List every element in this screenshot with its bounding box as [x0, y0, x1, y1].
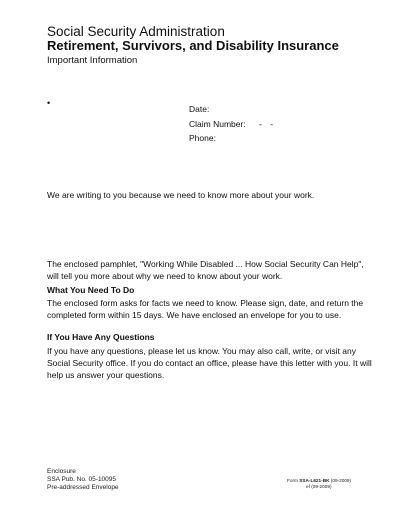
letter-fields	[189, 102, 277, 146]
letter-subtitle: Important Information	[47, 55, 138, 66]
agency-name: Social Security Administration	[47, 24, 225, 39]
date-label: Date:	[189, 104, 210, 114]
enclosure-label: Enclosure	[47, 468, 76, 475]
intro-paragraph: We are writing to you because we need to know more about your work.	[47, 190, 315, 200]
claim-number-marks: - -	[259, 118, 277, 129]
pamphlet-paragraph: The enclosed pamphlet, "Working While Disabled ... How Social Security Can Help", will tell you more about why we need to know about your work.	[47, 259, 364, 281]
form-date: (09-2009)	[329, 478, 352, 483]
what-to-do-heading: What You Need To Do	[47, 285, 135, 295]
phone-label: Phone:	[189, 133, 216, 143]
claim-number-label: Claim Number:	[189, 118, 246, 129]
envelope-note: Pre-addressed Envelope	[47, 484, 119, 491]
enclosure-block	[47, 468, 119, 492]
form-number: SSA-L621-BK	[299, 478, 330, 483]
program-title: Retirement, Survivors, and Disability Insurance	[47, 38, 339, 53]
questions-heading: If You Have Any Questions	[47, 332, 155, 342]
questions-paragraph: If you have any questions, please let us know. You may also call, write, or visit any Social Security office. If you do contact an office, please have this letter with you. It will help us answer your questions.	[47, 346, 372, 380]
date-field	[189, 102, 246, 117]
form-code	[287, 478, 351, 490]
form-prefix: Form	[287, 478, 300, 483]
address-bullet: •	[47, 98, 51, 108]
publication-number: SSA Pub. No. 05-10095	[47, 476, 117, 483]
what-to-do-paragraph: The enclosed form asks for facts we need to know. Please sign, date, and return the completed form within 15 days. We have enclosed an envelope for you to use.	[47, 298, 364, 320]
claim-number-field	[189, 117, 277, 132]
form-code-line2: ef (09-2009)	[306, 484, 332, 489]
phone-field	[189, 131, 246, 146]
